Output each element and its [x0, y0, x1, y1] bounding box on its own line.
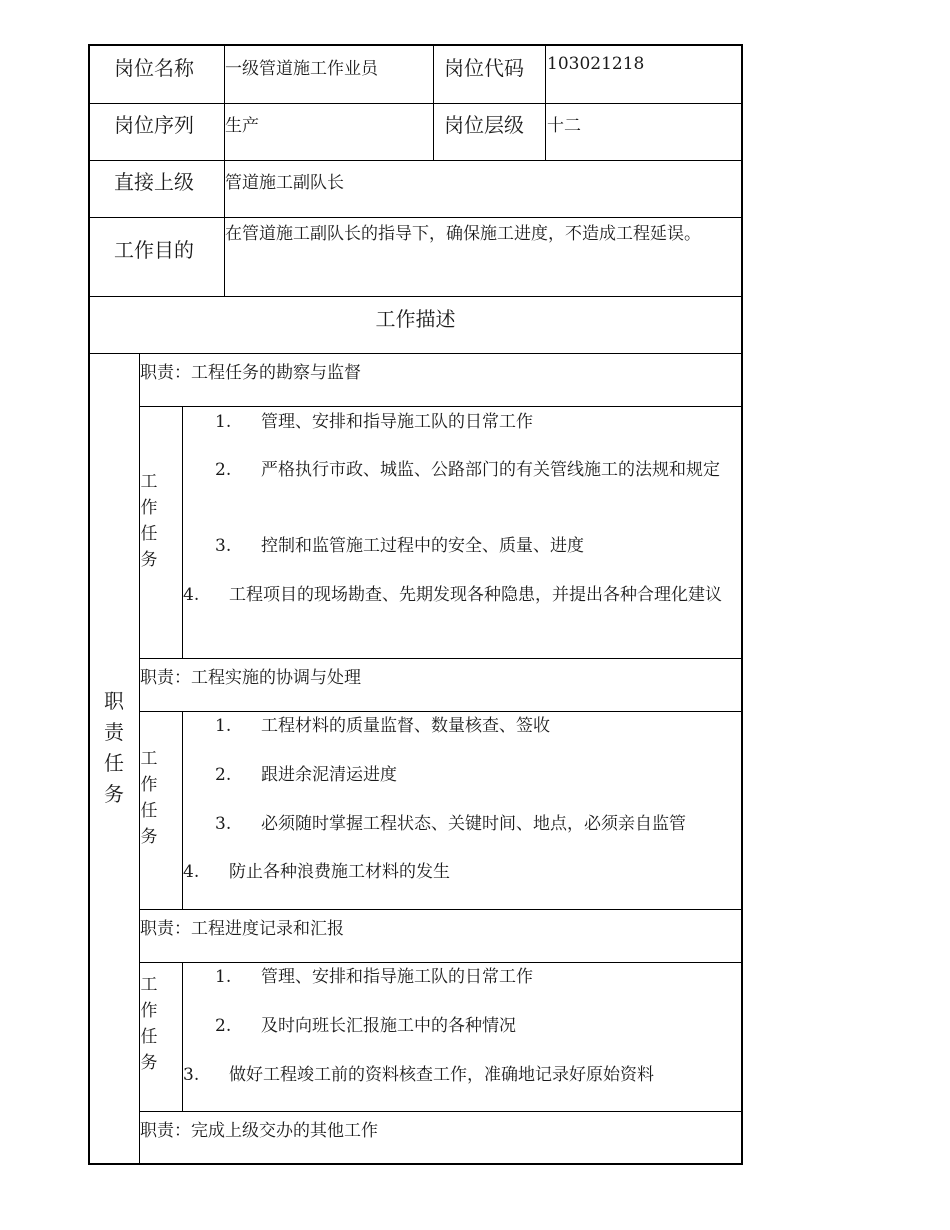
task-item: 4. 防止各种浪费施工材料的发生: [183, 862, 450, 882]
duty-title: 职责：完成上级交办的其他工作: [140, 1121, 378, 1141]
post-code-label: 岗位代码: [444, 56, 524, 80]
superior-label: 直接上级: [114, 170, 194, 194]
col-divider: [182, 962, 183, 1111]
post-name-value: 一级管道施工作业员: [225, 59, 378, 79]
duty-title: 职责：工程实施的协调与处理: [140, 668, 361, 688]
task-side-label: 工 作 任 务: [140, 472, 158, 570]
row-divider: [139, 909, 743, 910]
task-item: 1. 工程材料的质量监督、数量核查、签收: [215, 716, 550, 736]
task-item: 3. 必须随时掌握工程状态、关键时间、地点，必须亲自监管: [215, 814, 686, 834]
task-item: 1. 管理、安排和指导施工队的日常工作: [215, 967, 533, 987]
superior-value: 管道施工副队长: [225, 173, 344, 193]
col-divider: [545, 44, 546, 160]
duty-title: 职责：工程任务的勘察与监督: [140, 363, 361, 383]
row-divider: [88, 160, 743, 161]
section-title: 工作描述: [375, 307, 456, 331]
post-name-label: 岗位名称: [114, 56, 194, 80]
row-divider: [139, 962, 743, 963]
task-item: 2. 及时向班长汇报施工中的各种情况: [215, 1016, 516, 1036]
task-item: 2. 跟进余泥清运进度: [215, 765, 397, 785]
row-divider: [88, 217, 743, 218]
post-level-value: 十二: [547, 116, 581, 136]
post-level-label: 岗位层级: [444, 113, 524, 137]
task-item: 1. 管理、安排和指导施工队的日常工作: [215, 412, 533, 432]
row-divider: [88, 353, 743, 354]
task-item: 2. 严格执行市政、城监、公路部门的有关管线施工的法规和规定: [215, 460, 720, 480]
col-divider: [433, 44, 434, 160]
row-divider: [88, 296, 743, 297]
purpose-label: 工作目的: [114, 238, 194, 262]
task-item: 3. 做好工程竣工前的资料核查工作，准确地记录好原始资料: [183, 1065, 654, 1085]
row-divider: [139, 711, 743, 712]
task-side-label: 工 作 任 务: [140, 975, 158, 1073]
purpose-value: 在管道施工副队长的指导下，确保施工进度，不造成工程延误。: [225, 224, 701, 244]
post-series-value: 生产: [225, 116, 259, 136]
duties-side-label: 职 责 任 务: [104, 689, 124, 806]
task-item: 3. 控制和监管施工过程中的安全、质量、进度: [215, 536, 584, 556]
post-series-label: 岗位序列: [114, 113, 194, 137]
post-code-value: 103021218: [547, 54, 645, 74]
row-divider: [88, 103, 743, 104]
task-side-label: 工 作 任 务: [140, 749, 158, 847]
duty-title: 职责：工程进度记录和汇报: [140, 919, 344, 939]
row-divider: [139, 658, 743, 659]
row-divider: [139, 406, 743, 407]
col-divider: [182, 406, 183, 658]
row-divider: [139, 1111, 743, 1112]
task-item: 4. 工程项目的现场勘查、先期发现各种隐患，并提出各种合理化建议: [183, 585, 722, 605]
